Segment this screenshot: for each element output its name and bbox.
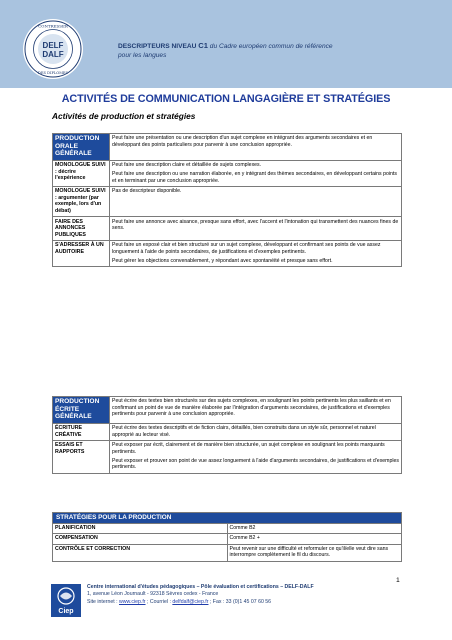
header-descriptor-text	[118, 41, 438, 60]
row-label: ESSAIS ET RAPPORTS	[53, 440, 110, 473]
delf-dalf-logo	[22, 18, 84, 80]
table-row	[53, 217, 402, 241]
header-line-1	[118, 41, 438, 51]
written-production-table	[52, 396, 402, 474]
written-general-text: Peut écrire des textes bien structurés sur des sujets complexes, en soulignant les points pertinents les plus saillants et en confirmant un point de vue de manière élaborée par l'intégration d'arguments secondaires, de justifications et d'exemples pertinents pour parvenir à une conclusion appropriée.	[110, 397, 402, 424]
row-text: Peut revenir sur une difficulté et reformuler ce qu'il/elle veut dire sans interrompre complètement le fil du discours.	[227, 544, 402, 561]
email-link[interactable]: delfdalf@ciep.fr	[172, 598, 209, 605]
row-label: PLANIFICATION	[53, 523, 228, 533]
table-row	[53, 534, 402, 544]
header-line-2: pour les langues	[118, 52, 167, 59]
row-text: Pas de descripteur disponible.	[110, 186, 402, 216]
table-row	[53, 134, 402, 161]
header-suffix: du Cadre européen commun de référence	[207, 43, 333, 50]
row-text: Peut faire un exposé clair et bien structuré sur un sujet complexe, développant et confirmant ses points de vue assez longuement à l'aide de points secondaires, de justifications et d'exemples pertinents. Peut gérer les objections convenablement, y répondant avec spontanéité et presque sans effort.	[110, 240, 402, 266]
header-prefix: DESCRIPTEURS NIVEAU	[118, 43, 199, 50]
row-label: CONTRÔLE ET CORRECTION	[53, 544, 228, 561]
page-title: ACTIVITÉS DE COMMUNICATION LANGAGIÈRE ET STRATÉGIES	[61, 93, 391, 105]
ciep-logo-text: Ciep	[58, 608, 74, 615]
row-label: MONOLOGUE SUIVI : argumenter (par exemple, lors d'un débat)	[53, 186, 110, 216]
row-text: Peut faire une description claire et détaillée de sujets complexes. Peut faire une description ou une narration élaborée, en y intégrant des thèmes secondaires, en développant certains points et en terminant par une conclusion appropriée.	[110, 160, 402, 186]
logo-ring-top: CONTRESSER	[38, 23, 68, 29]
row-text: Peut écrire des textes descriptifs et de fiction clairs, détaillés, bien construits dans un style sûr, personnel et naturel approprié au lecteur visé.	[110, 423, 402, 440]
logo-center-dalf: DALF	[42, 50, 64, 59]
row-label: S'ADRESSER À UN AUDITOIRE	[53, 240, 110, 266]
table-row	[53, 186, 402, 216]
footer-line-1: Centre international d'études pédagogiques – Pôle évaluation et certifications – DELF-DALF	[87, 584, 314, 590]
footer-address	[87, 584, 314, 606]
footer-line-2: 1, avenue Léon Journault - 92318 Sèvres cedex - France	[87, 591, 219, 598]
oral-general-text: Peut faire une présentation ou une description d'un sujet complexe en intégrant des arguments secondaires et en développant des points particuliers pour parvenir à une conclusion appropriée.	[110, 134, 402, 161]
row-text: Peut exposer par écrit, clairement et de manière bien structurée, un sujet complexe en soulignant les points marquants pertinents. Peut exposer et prouver son point de vue assez longuement à l'aide d'arguments secondaires, de justifications et d'exemples pertinents.	[110, 440, 402, 473]
table-row	[53, 160, 402, 186]
row-label: MONOLOGUE SUIVI : décrire l'expérience	[53, 160, 110, 186]
header-level: C1	[198, 41, 208, 50]
row-text: Comme B2	[227, 523, 402, 533]
table-row	[53, 440, 402, 473]
oral-production-table	[52, 133, 402, 267]
table-row	[53, 397, 402, 424]
table-row	[53, 523, 402, 533]
footer-line-3: Site internet : www.ciep.fr ; Courriel : delfdalf@ciep.fr ; Fax : 33 (0)1 45 07 60 56	[87, 598, 272, 605]
table-row	[53, 423, 402, 440]
strategies-table	[52, 512, 402, 562]
row-text: Comme B2 +	[227, 534, 402, 544]
table-row	[53, 513, 402, 524]
logo-ring-bottom: DES DIPLOMES	[38, 71, 68, 75]
table-row	[53, 240, 402, 266]
written-general-heading: PRODUCTION ÉCRITE GÉNÉRALE	[53, 397, 110, 424]
table-row	[53, 544, 402, 561]
row-label: FAIRE DES ANNONCES PUBLIQUES	[53, 217, 110, 241]
row-label: COMPENSATION	[53, 534, 228, 544]
strategies-heading: STRATÉGIES POUR LA PRODUCTION	[53, 513, 402, 524]
ciep-logo	[51, 584, 81, 617]
row-text: Peut faire une annonce avec aisance, presque sans effort, avec l'accent et l'intonation qui transmettent des nuances fines de sens.	[110, 217, 402, 241]
website-link[interactable]: www.ciep.fr	[119, 598, 146, 605]
oral-general-heading: PRODUCTION ORALE GÉNÉRALE	[53, 134, 110, 161]
page-number: 1	[396, 577, 400, 584]
section-subtitle: Activités de production et stratégies	[52, 111, 196, 121]
logo-center-delf: DELF	[42, 41, 64, 50]
row-label: ÉCRITURE CRÉATIVE	[53, 423, 110, 440]
